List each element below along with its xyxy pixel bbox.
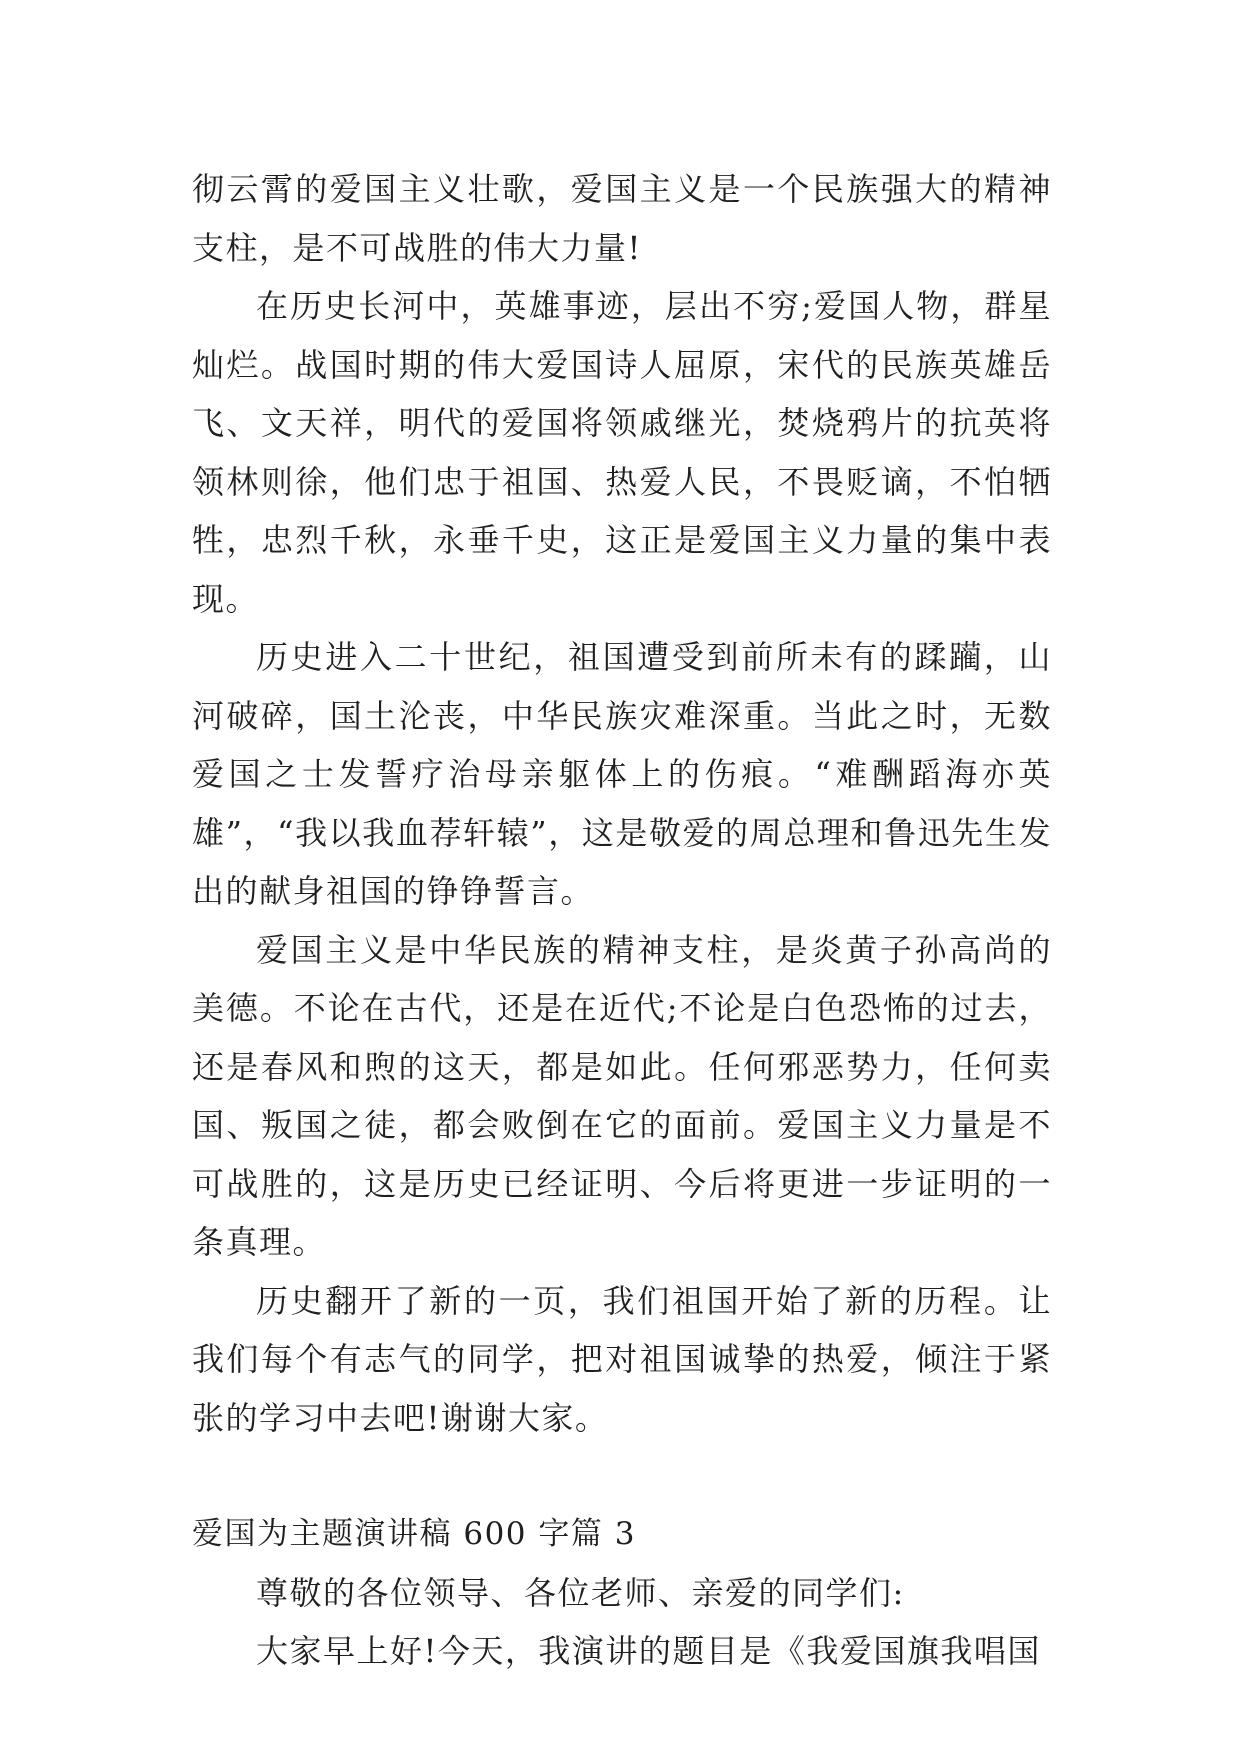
paragraph-closing: 历史翻开了新的一页，我们祖国开始了新的历程。让我们每个有志气的同学，把对祖国诚挚的热爱，倾注于紧张的学习中去吧!谢谢大家。	[192, 1281, 1052, 1437]
paragraph-salutation: 尊敬的各位领导、各位老师、亲爱的同学们:	[256, 1573, 905, 1612]
paragraph-opening: 大家早上好!今天，我演讲的题目是《我爱国旗我唱国	[256, 1632, 1041, 1670]
section-heading: 爱国为主题演讲稿 600 字篇 3	[192, 1516, 636, 1552]
paragraph-spiritual-pillar: 爱国主义是中华民族的精神支柱，是炎黄子孙高尚的美德。不论在古代，还是在近代;不论是白色恐怖的过去，还是春风和煦的这天，都是如此。任何邪恶势力，任何卖国、叛国之徒，都会败倒在它的面前。爱国主义力量是不可战胜的，这是历史已经证明、今后将更进一步证明的一条真理。	[192, 930, 1052, 1261]
paragraph-heroes: 在历史长河中，英雄事迹，层出不穷;爱国人物，群星灿烂。战国时期的伟大爱国诗人屈原，宋代的民族英雄岳飞、文天祥，明代的爱国将领戚继光，焚烧鸦片的抗英将领林则徐，他们忠于祖国、热爱人民，不畏贬谪，不怕牺牲，忠烈千秋，永垂千史，这正是爱国主义力量的集中表现。	[192, 287, 1052, 618]
document-body	[192, 160, 1052, 1681]
paragraph-twentieth-century: 历史进入二十世纪，祖国遭受到前所未有的蹂躏，山河破碎，国土沦丧，中华民族灾难深重。当此之时，无数爱国之士发誓疗治母亲躯体上的伤痕。“难酬蹈海亦英雄”，“我以我血荐轩辕”，这是敬爱的周总理和鲁迅先生发出的献身祖国的铮铮誓言。	[192, 638, 1052, 910]
paragraph-continued: 彻云霄的爱国主义壮歌，爱国主义是一个民族强大的精神支柱，是不可战胜的伟大力量!	[192, 170, 1052, 267]
